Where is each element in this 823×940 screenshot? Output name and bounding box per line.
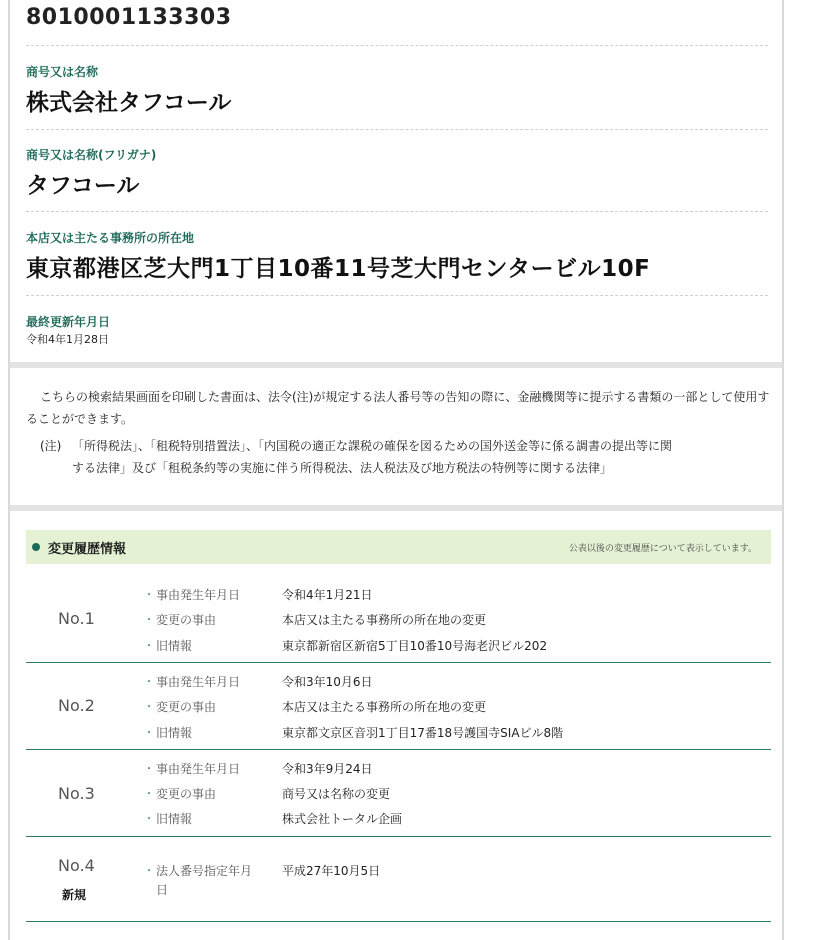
address-value: 東京都港区芝大門1丁目10番11号芝大門センタービル10F bbox=[26, 256, 651, 282]
row-label-line: 法人番号指定年月 bbox=[156, 864, 253, 878]
entry-number: No.2 bbox=[58, 696, 95, 715]
section-band bbox=[10, 362, 782, 368]
entry-row bbox=[144, 698, 764, 715]
entry-row bbox=[144, 637, 764, 654]
row-label bbox=[156, 862, 282, 898]
row-label: 事由発生年月日 bbox=[156, 588, 241, 602]
entry-row bbox=[144, 586, 764, 603]
row-label-line: 日 bbox=[156, 883, 169, 897]
address-label: 本店又は主たる事務所の所在地 bbox=[26, 231, 195, 245]
divider bbox=[26, 45, 768, 46]
furigana-value: タフコール bbox=[26, 173, 140, 199]
row-label: 事由発生年月日 bbox=[156, 675, 241, 689]
page-margin bbox=[786, 0, 823, 940]
row-value: 令和3年9月24日 bbox=[282, 762, 373, 776]
row-label: 変更の事由 bbox=[156, 700, 217, 714]
row-value: 令和4年1月21日 bbox=[282, 588, 373, 602]
notice-paragraph: こちらの検索結果画面を印刷した書面は、法令(注)が規定する法人番号等の告知の際に、金融機関等に提示する書類の一部として使用することができます。 bbox=[26, 390, 770, 426]
dot-icon: ・ bbox=[144, 641, 154, 652]
note-mark: (注) bbox=[40, 439, 62, 453]
row-value: 平成27年10月5日 bbox=[282, 864, 381, 878]
history-entry bbox=[26, 580, 771, 662]
row-value: 商号又は名称の変更 bbox=[282, 787, 391, 801]
divider bbox=[26, 295, 768, 296]
entry-row bbox=[144, 810, 764, 827]
dot-icon: ・ bbox=[144, 764, 154, 775]
row-label: 旧情報 bbox=[156, 639, 193, 653]
row-label: 変更の事由 bbox=[156, 787, 217, 801]
dot-icon: ・ bbox=[144, 702, 154, 713]
updated-label: 最終更新年月日 bbox=[26, 315, 111, 329]
legal-note bbox=[26, 435, 772, 479]
dot-icon: ・ bbox=[144, 615, 154, 626]
history-note: 公表以後の変更履歴について表示しています。 bbox=[568, 543, 757, 554]
entry-row bbox=[144, 760, 764, 777]
name-label: 商号又は名称 bbox=[26, 65, 99, 79]
history-entry bbox=[26, 754, 771, 836]
entry-row bbox=[144, 673, 764, 690]
row-value: 令和3年10月6日 bbox=[282, 675, 373, 689]
entry-number: No.4 bbox=[58, 856, 95, 875]
dot-icon: ・ bbox=[144, 590, 154, 601]
history-entry bbox=[26, 667, 771, 749]
dot-icon: ・ bbox=[144, 789, 154, 800]
divider bbox=[26, 129, 768, 130]
dot-icon: ・ bbox=[144, 866, 154, 877]
history-title bbox=[32, 538, 126, 557]
dot-icon: ・ bbox=[144, 814, 154, 825]
note-line: 「所得税法」、「租税特別措置法」、「内国税の適正な課税の確保を図るための国外送金等に係る調書の提出等に関 bbox=[72, 439, 673, 453]
entry-divider bbox=[26, 662, 771, 663]
row-label: 旧情報 bbox=[156, 812, 193, 826]
note-line: する法律」及び「租税条約等の実施に伴う所得税法、法人税法及び地方税法の特例等に関する法律」 bbox=[72, 461, 613, 475]
entry-row bbox=[144, 862, 764, 898]
circle-bullet-icon bbox=[32, 543, 40, 551]
dot-icon: ・ bbox=[144, 677, 154, 688]
row-value: 本店又は主たる事務所の所在地の変更 bbox=[282, 700, 487, 714]
result-panel bbox=[8, 0, 784, 940]
furigana-label: 商号又は名称(フリガナ) bbox=[26, 148, 157, 162]
dot-icon: ・ bbox=[144, 728, 154, 739]
divider bbox=[26, 211, 768, 212]
row-value: 東京都文京区音羽1丁目17番18号護国寺SIAビル8階 bbox=[282, 726, 564, 740]
history-header bbox=[26, 530, 771, 564]
corporate-number: 8010001133303 bbox=[26, 5, 232, 30]
entry-row bbox=[144, 724, 764, 741]
updated-value: 令和4年1月28日 bbox=[26, 333, 109, 346]
entry-divider bbox=[26, 836, 771, 837]
usage-notice bbox=[26, 386, 772, 479]
row-label: 旧情報 bbox=[156, 726, 193, 740]
row-value: 本店又は主たる事務所の所在地の変更 bbox=[282, 613, 487, 627]
row-value: 東京都新宿区新宿5丁目10番10号海老沢ビル202 bbox=[282, 639, 548, 653]
history-entry bbox=[26, 842, 771, 922]
entry-number: No.1 bbox=[58, 609, 95, 628]
row-value: 株式会社トータル企画 bbox=[282, 812, 403, 826]
entry-divider bbox=[26, 921, 771, 922]
name-value: 株式会社タフコール bbox=[26, 90, 232, 116]
entry-row bbox=[144, 785, 764, 802]
row-label: 事由発生年月日 bbox=[156, 762, 241, 776]
entry-divider bbox=[26, 749, 771, 750]
new-badge: 新規 bbox=[62, 888, 87, 902]
note-text bbox=[72, 435, 772, 479]
history-title-text: 変更履歴情報 bbox=[48, 541, 127, 557]
row-label: 変更の事由 bbox=[156, 613, 217, 627]
entry-number: No.3 bbox=[58, 784, 95, 803]
entry-row bbox=[144, 611, 764, 628]
section-band bbox=[10, 505, 782, 511]
